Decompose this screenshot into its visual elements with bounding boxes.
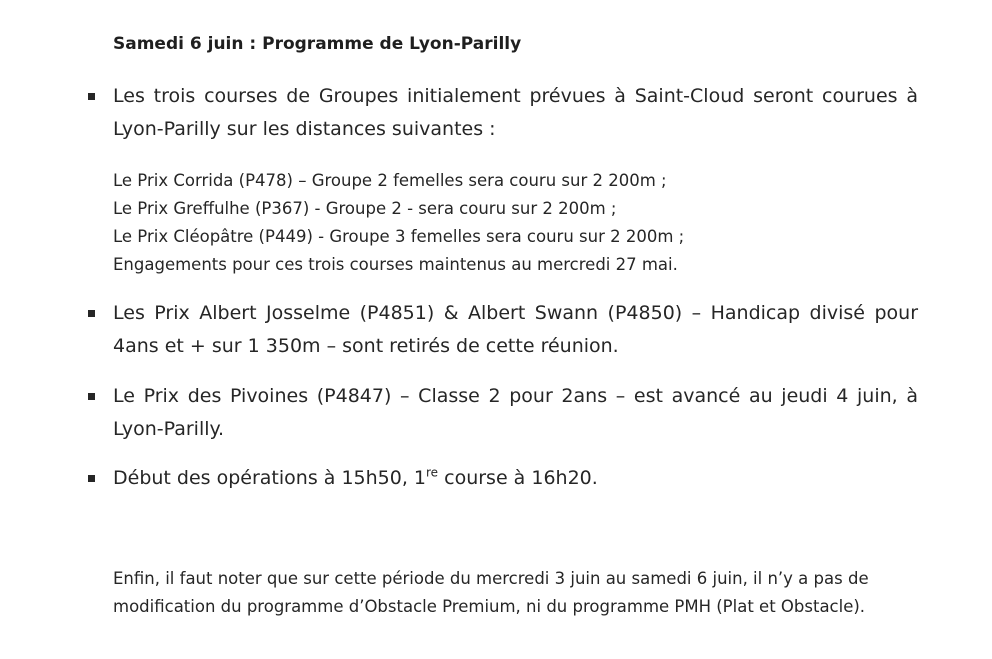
engagements-line: Engagements pour ces trois courses maintenus au mercredi 27 mai. <box>113 255 678 274</box>
bullet-text: Le Prix des Pivoines (P4847) – Classe 2 pour 2ans – est avancé au jeudi 4 juin, à Lyon-Parilly. <box>113 385 918 440</box>
bullet-text: Les Prix Albert Josselme (P4851) & Albert Swann (P4850) – Handicap divisé pour 4ans et + sur 1 350m – sont retirés de cette réunion. <box>113 302 918 357</box>
bullet-text-end: course à 16h20. <box>438 467 598 489</box>
square-bullet-icon <box>88 310 95 317</box>
ordinal-superscript: re <box>426 465 439 480</box>
section-heading: Samedi 6 juin : Programme de Lyon-Parilly <box>113 34 522 54</box>
square-bullet-icon <box>88 475 95 482</box>
square-bullet-icon <box>88 393 95 400</box>
bullet-text-start: Début des opérations à 15h50, 1 <box>113 467 427 489</box>
bullet-text: Les trois courses de Groupes initialement prévues à Saint-Cloud seront courues à Lyon-Parilly sur les distances suivantes : <box>113 85 918 140</box>
bullet-item-groups <box>113 80 918 146</box>
closing-paragraph <box>113 565 918 621</box>
closing-line: Enfin, il faut noter que sur cette période du mercredi 3 juin au samedi 6 juin, il n’y a pas de <box>113 569 869 588</box>
bullet-item-pivoines <box>113 380 918 446</box>
race-distance-list <box>113 167 684 279</box>
bullet-item-start-time <box>113 462 918 495</box>
race-line: Le Prix Corrida (P478) – Groupe 2 femelles sera couru sur 2 200m ; <box>113 171 667 190</box>
race-line: Le Prix Greffulhe (P367) - Groupe 2 - sera couru sur 2 200m ; <box>113 199 617 218</box>
bullet-item-withdrawn <box>113 297 918 363</box>
closing-line: modification du programme d’Obstacle Premium, ni du programme PMH (Plat et Obstacle). <box>113 597 866 616</box>
race-line: Le Prix Cléopâtre (P449) - Groupe 3 femelles sera couru sur 2 200m ; <box>113 227 685 246</box>
square-bullet-icon <box>88 93 95 100</box>
